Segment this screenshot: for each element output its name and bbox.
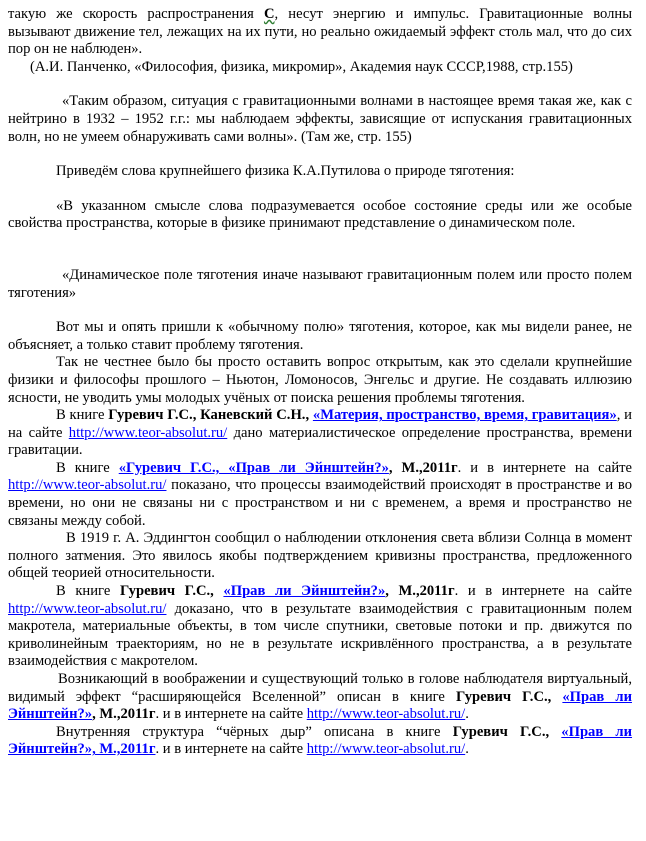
author: Гуревич Г.С., [455,688,552,705]
book-link-einstein[interactable]: «Прав ли Эйнштейн?» [223,583,386,600]
book-link-einstein[interactable]: «Прав ли Эйнштейн?», М.,2011г [8,723,633,758]
quote-putilov-1: «В указанном смысле слова подразумевается особое состояние среды или же особые свойства пространства, которые в физике принимают представление о динамическом поле. [8,197,632,232]
quote-neutrino: «Таким образом, ситуация с гравитационными волнами в настоящее время такая же, как с нейтрино в 1932 – 1952 г.г.: мы наблюдаем эффекты, зависящие от испускания гравитационных волн, но не умеем обнаруживать сами волны». (Там же, стр. 155) [8,93,632,145]
paragraph-book-einstein-1: В книге «Гуревич Г.С., «Прав ли Эйнштейн?», М.,2011г. и в интернете на сайте http://www.teor-absolut.ru/ показано, что процессы взаимодействий происходят в пространстве и во времени, но они не связаны ни с пространством и ни с временем, а время и пространство не связаны между собой. [8,459,632,529]
paragraph-putilov-intro: Приведём слова крупнейшего физика К.А.Путилова о природе тяготения: [56,163,515,180]
paragraph-book-einstein-2: В книге Гуревич Г.С., «Прав ли Эйнштейн?», М.,2011г. и в интернете на сайте http://www.teor-absolut.ru/ доказано, что в результате взаимодействия с гравитационным полем макротела, материальные объекты, в том числе спутники, световые потоки и пр. движутся по криволинейным траекториям, но не в результате искривлённого пространства, а в результате взаимодействия с макротелом. [8,583,632,670]
author: Гуревич Г.С., [452,723,550,740]
paragraph-ordinary-field: Вот мы и опять пришли к «обычному полю» тяготения, которое, как мы видели ранее, не объясняет, а только ставит проблему тяготения. [8,319,632,353]
document-page [8,6,632,759]
paragraph-gravitational-waves: такую же скорость распространения С, несут энергию и импульс. Гравитационные волны вызывают движение тел, лежащих на их пути, но реально ожидаемый эффект столь мал, что до сих пор он не наблюден». [8,6,632,58]
paragraph-black-holes: Внутренняя структура “чёрных дыр” описана в книге Гуревич Г.С., «Прав ли Эйнштейн?», М.,2011г. и в интернете на сайте http://www.teor-absolut.ru/. [8,723,633,758]
author: Гуревич Г.С., [119,583,214,600]
spellcheck-marked-letter: С [263,6,275,22]
paragraph-expanding-universe: Возникающий в воображении и существующий только в голове наблюдателя виртуальный, видимый эффект “расширяющейся Вселенной” описан в книге Гуревич Г.С., «Прав ли Эйнштейн?», М.,2011г. и в интернете на сайте http://www.teor-absolut.ru/. [8,671,632,723]
book-link-matter-space-time[interactable]: «Материя, пространство, время, гравитация» [312,407,617,424]
paragraph-open-question: Так не честнее было бы просто оставить вопрос открытым, как это сделали крупнейшие физики и философы прошлого – Ньютон, Ломоносов, Энгельс и другие. Не создавать иллюзию ясности, не уводить умы молодых учёных от поиска решения проблемы тяготения. [8,354,632,406]
paragraph-eddington: В 1919 г. А. Эддингтон сообщил о наблюдении отклонения света вблизи Солнца в момент полного затмения. Это явилось якобы подтверждением кривизны пространства, предложенного общей теорией относительности. [8,530,632,582]
site-link[interactable]: http://www.teor-absolut.ru/ [306,706,466,723]
book-link-einstein[interactable]: «Прав ли Эйнштейн?» [8,688,632,723]
paragraph-book-matter: В книге Гуревич Г.С., Каневский С.Н., «Материя, пространство, время, гравитация», и на сайте http://www.teor-absolut.ru/ дано материалистическое определение пространства, времени гравитации. [8,407,633,459]
quote-putilov-2: «Динамическое поле тяготения иначе называют гравитационным полем или просто полем тяготения» [8,266,632,301]
site-link[interactable]: http://www.teor-absolut.ru/ [8,477,167,494]
site-link[interactable]: http://www.teor-absolut.ru/ [306,741,466,758]
book-link-einstein[interactable]: «Гуревич Г.С., «Прав ли Эйнштейн?» [118,459,389,476]
site-link[interactable]: http://www.teor-absolut.ru/ [8,600,167,617]
source-citation: (А.И. Панченко, «Философия, физика, микромир», Академия наук СССР,1988, стр.155) [30,58,573,75]
site-link[interactable]: http://www.teor-absolut.ru/ [68,424,228,441]
authors: Гуревич Г.С., Каневский С.Н., [108,407,310,424]
